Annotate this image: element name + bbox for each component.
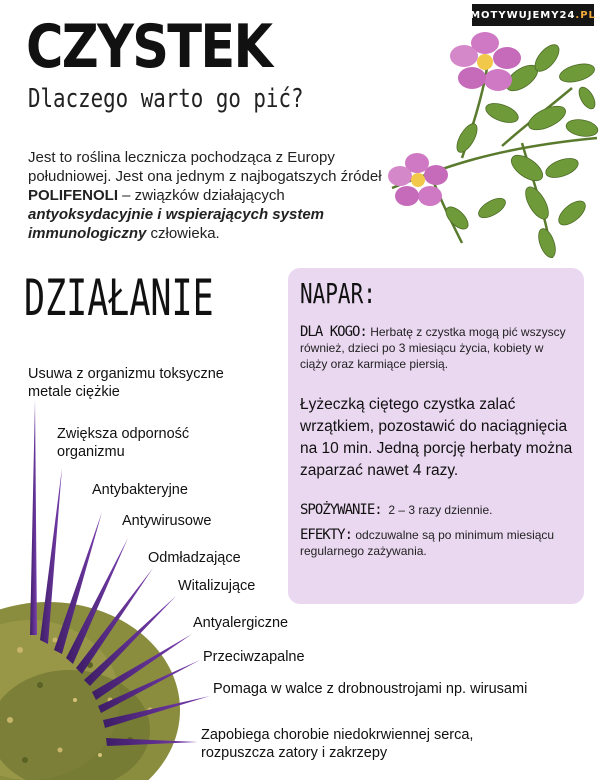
action-item-9: Pomaga w walce z drobnoustrojami np. wirusami — [213, 681, 528, 697]
flower-large — [450, 32, 521, 91]
napar-efekty — [300, 527, 576, 559]
napar-title: NAPAR: — [300, 277, 376, 310]
spozywanie-label: SPOŻYWANIE: — [300, 502, 382, 518]
action-item-2: Zwiększa odporność organizmu — [57, 426, 190, 460]
action-item-8: Przeciwzapalne — [203, 649, 305, 665]
brand-badge-main: MOTYWUJEMY24 — [470, 9, 576, 21]
napar-instructions: Łyżeczką ciętego czystka zalać wrzątkiem, pozostawić do naciągnięcia na 10 min. Jedną porcję herbaty można zaparzać nawet 4 razy. — [300, 396, 573, 479]
action-item-6: Witalizujące — [178, 578, 256, 594]
brand-badge-suffix: .PL — [575, 9, 596, 21]
page-title: CZYSTEK — [26, 12, 272, 82]
napar-dla-kogo — [300, 324, 574, 372]
intro-part-1: Jest to roślina lecznicza pochodząca z Europy południowej. Jest ona jednym z najbogatszych źródeł — [28, 149, 382, 185]
intro-paragraph — [28, 148, 388, 243]
page-subtitle: Dlaczego warto go pić? — [28, 84, 304, 114]
efekty-text: odczuwalne są po minimum miesiącu regularnego zażywania. — [300, 528, 555, 558]
action-item-4: Antywirusowe — [122, 513, 212, 529]
cistus-flower-illustration — [372, 18, 600, 264]
spozywanie-text: 2 – 3 razy dziennie. — [388, 503, 493, 517]
section-dzialanie-title: DZIAŁANIE — [24, 269, 214, 327]
intro-italic: antyoksydacyjnie i wspierających system immunologiczny — [28, 206, 324, 242]
intro-part-2: – związków działających — [118, 187, 285, 204]
dla-kogo-label: DLA KOGO: — [300, 324, 367, 340]
action-item-10: Zapobiega chorobie niedokrwiennej serca, rozpuszcza zatory i zakrzepy — [201, 727, 474, 761]
herb-pile — [0, 602, 180, 780]
intro-bold: POLIFENOLI — [28, 187, 118, 204]
action-item-3: Antybakteryjne — [92, 482, 188, 498]
flower-small — [388, 153, 448, 206]
action-item-1: Usuwa z organizmu toksyczne metale ciężkie — [28, 366, 224, 400]
action-item-5: Odmładzające — [148, 550, 241, 566]
action-item-7: Antyalergiczne — [193, 615, 289, 631]
efekty-label: EFEKTY: — [300, 527, 353, 543]
intro-part-3: człowieka. — [146, 225, 220, 242]
napar-spozywanie — [300, 502, 576, 518]
dla-kogo-text: Herbatę z czystka mogą pić wszyscy również, dzieci po 3 miesiącu życia, kobiety w ciąży oraz karmiące piersią. — [300, 325, 566, 371]
spike-1 — [30, 400, 37, 635]
